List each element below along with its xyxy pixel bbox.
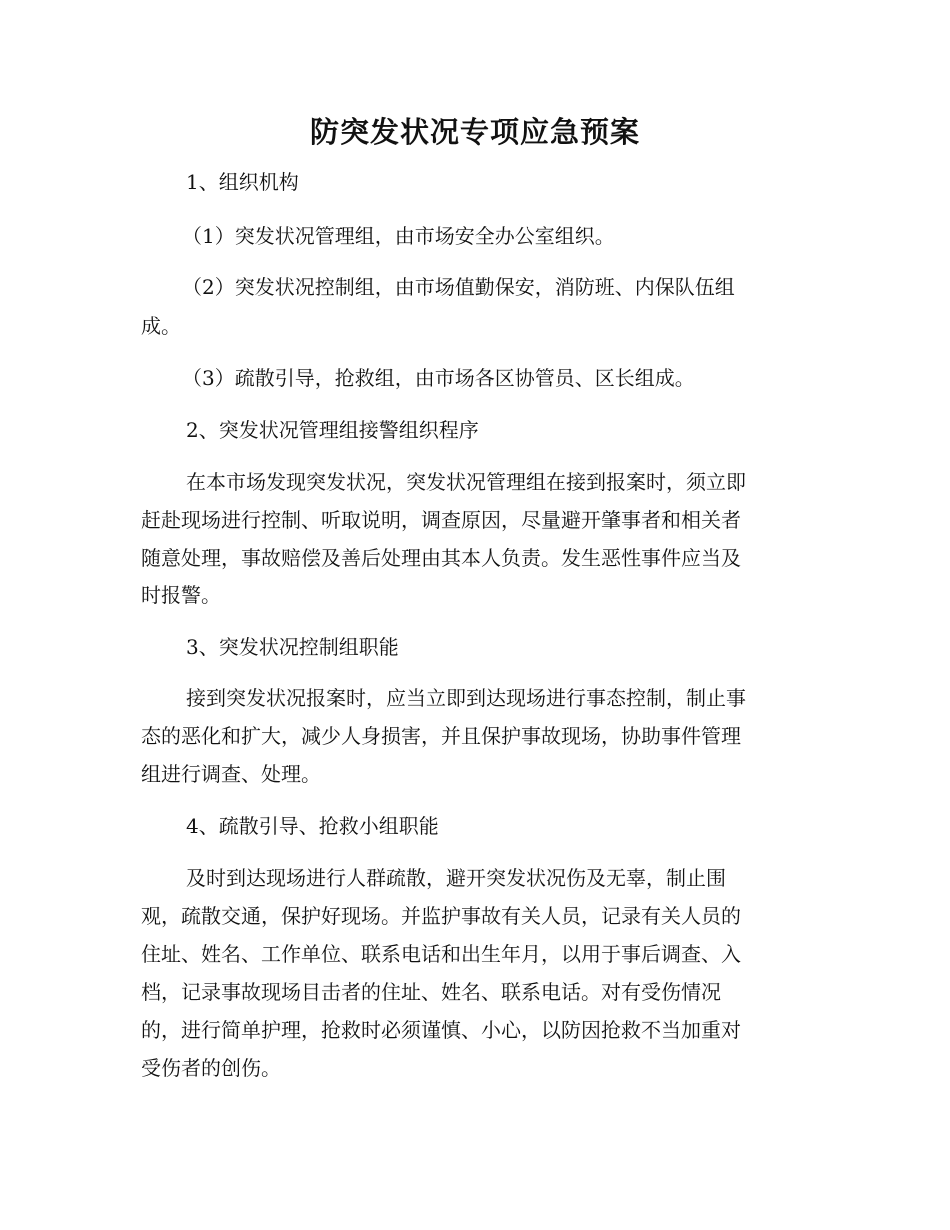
section-heading: 1、组织机构 <box>186 170 299 194</box>
section-heading: 4、疏散引导、抢救小组职能 <box>186 814 439 838</box>
paragraph-line: 观，疏散交通，保护好现场。并监护事故有关人员，记录有关人员的 <box>141 904 741 928</box>
paragraph-line: 在本市场发现突发状况，突发状况管理组在接到报案时，须立即 <box>186 470 746 494</box>
list-item: （2）突发状况控制组，由市场值勤保安，消防班、内保队伍组 <box>182 275 735 299</box>
paragraph-line: 受伤者的创伤。 <box>141 1056 281 1080</box>
paragraph-line: 组进行调查、处理。 <box>141 762 321 786</box>
list-item-continuation: 成。 <box>141 314 181 338</box>
section-heading: 3、突发状况控制组职能 <box>186 635 399 659</box>
paragraph-line: 态的恶化和扩大，减少人身损害，并且保护事故现场，协助事件管理 <box>141 724 741 748</box>
paragraph-line: 的，进行简单护理，抢救时必须谨慎、小心，以防因抢救不当加重对 <box>141 1018 741 1042</box>
document-title: 防突发状况专项应急预案 <box>309 115 640 149</box>
section-heading: 2、突发状况管理组接警组织程序 <box>186 418 479 442</box>
paragraph-line: 及时到达现场进行人群疏散，避开突发状况伤及无辜，制止围 <box>186 866 726 890</box>
paragraph-line: 赶赴现场进行控制、听取说明，调查原因，尽量避开肇事者和相关者 <box>141 508 741 532</box>
list-item: （1）突发状况管理组，由市场安全办公室组织。 <box>182 224 615 248</box>
paragraph-line: 住址、姓名、工作单位、联系电话和出生年月，以用于事后调查、入 <box>141 942 741 966</box>
paragraph-line: 时报警。 <box>141 583 221 607</box>
paragraph-line: 随意处理，事故赔偿及善后处理由其本人负责。发生恶性事件应当及 <box>141 546 741 570</box>
list-item: （3）疏散引导，抢救组，由市场各区协管员、区长组成。 <box>182 366 695 390</box>
paragraph-line: 档，记录事故现场目击者的住址、姓名、联系电话。对有受伤情况 <box>141 980 721 1004</box>
paragraph-line: 接到突发状况报案时，应当立即到达现场进行事态控制，制止事 <box>186 686 746 710</box>
